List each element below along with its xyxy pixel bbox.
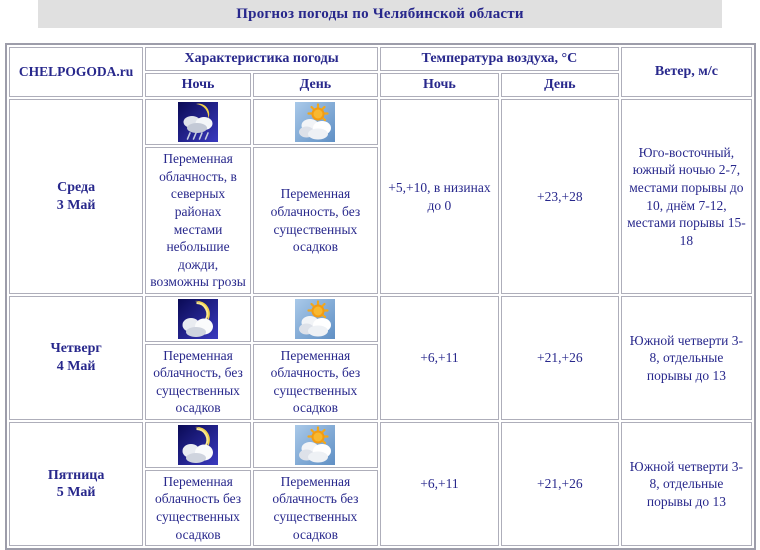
day-description: Переменная облачность без существенных осадков [253, 470, 378, 546]
night-description: Переменная облачность, без существенных осадков [145, 344, 251, 420]
forecast-table [5, 43, 756, 550]
day-name: Пятница [47, 467, 105, 483]
header-wind: Ветер, м/с [621, 47, 752, 97]
day-weather-icon-cell [253, 99, 378, 145]
table-row [9, 422, 752, 468]
day-temp: +23,+28 [501, 99, 619, 293]
wind-forecast: Южной четверти 3-8, отдельные порывы до 13 [621, 296, 752, 420]
header-char-night: Ночь [145, 73, 251, 97]
day-weather-icon-cell [253, 422, 378, 468]
page-title: Прогноз погоды по Челябинской области [38, 0, 722, 28]
day-date: 4 Май [56, 358, 96, 374]
wind-forecast: Юго-восточный, южный ночью 2-7, местами порывы до 10, днём 7-12, местами порывы 15-18 [621, 99, 752, 293]
night-weather-icon-cell [145, 296, 251, 342]
day-cell-wednesday [9, 99, 143, 293]
night-description: Переменная облачность, в северных районах местами небольшие дожди, возможны грозы [145, 147, 251, 293]
night-temp: +6,+11 [380, 422, 499, 546]
night-temp: +6,+11 [380, 296, 499, 420]
wind-forecast: Южной четверти 3-8, отдельные порывы до 13 [621, 422, 752, 546]
day-date: 3 Май [56, 197, 96, 213]
header-characteristic: Характеристика погоды [145, 47, 378, 71]
header-temp-day: День [501, 73, 619, 97]
day-description: Переменная облачность, без существенных осадков [253, 344, 378, 420]
day-name: Среда [57, 180, 96, 196]
day-cell-thursday [9, 296, 143, 420]
day-name: Четверг [50, 341, 102, 357]
site-logo-text: CHELPOGODA.ru [9, 47, 143, 97]
moon-clouds-icon [178, 436, 218, 451]
moon-clouds-icon [178, 310, 218, 325]
header-temperature: Температура воздуха, °С [380, 47, 619, 71]
day-weather-icon-cell [253, 296, 378, 342]
sun-clouds-icon [295, 436, 335, 451]
night-weather-icon-cell [145, 422, 251, 468]
day-description: Переменная облачность, без существенных осадков [253, 147, 378, 293]
day-cell-friday [9, 422, 143, 546]
moon-clouds-rain-icon [178, 113, 218, 128]
header-char-day: День [253, 73, 378, 97]
table-row [9, 99, 752, 145]
day-temp: +21,+26 [501, 422, 619, 546]
night-description: Переменная облачность без существенных осадков [145, 470, 251, 546]
day-date: 5 Май [56, 485, 96, 501]
night-weather-icon-cell [145, 99, 251, 145]
header-temp-night: Ночь [380, 73, 499, 97]
sun-clouds-icon [295, 113, 335, 128]
sun-clouds-icon [295, 310, 335, 325]
night-temp: +5,+10, в низинах до 0 [380, 99, 499, 293]
day-temp: +21,+26 [501, 296, 619, 420]
table-row [9, 296, 752, 342]
